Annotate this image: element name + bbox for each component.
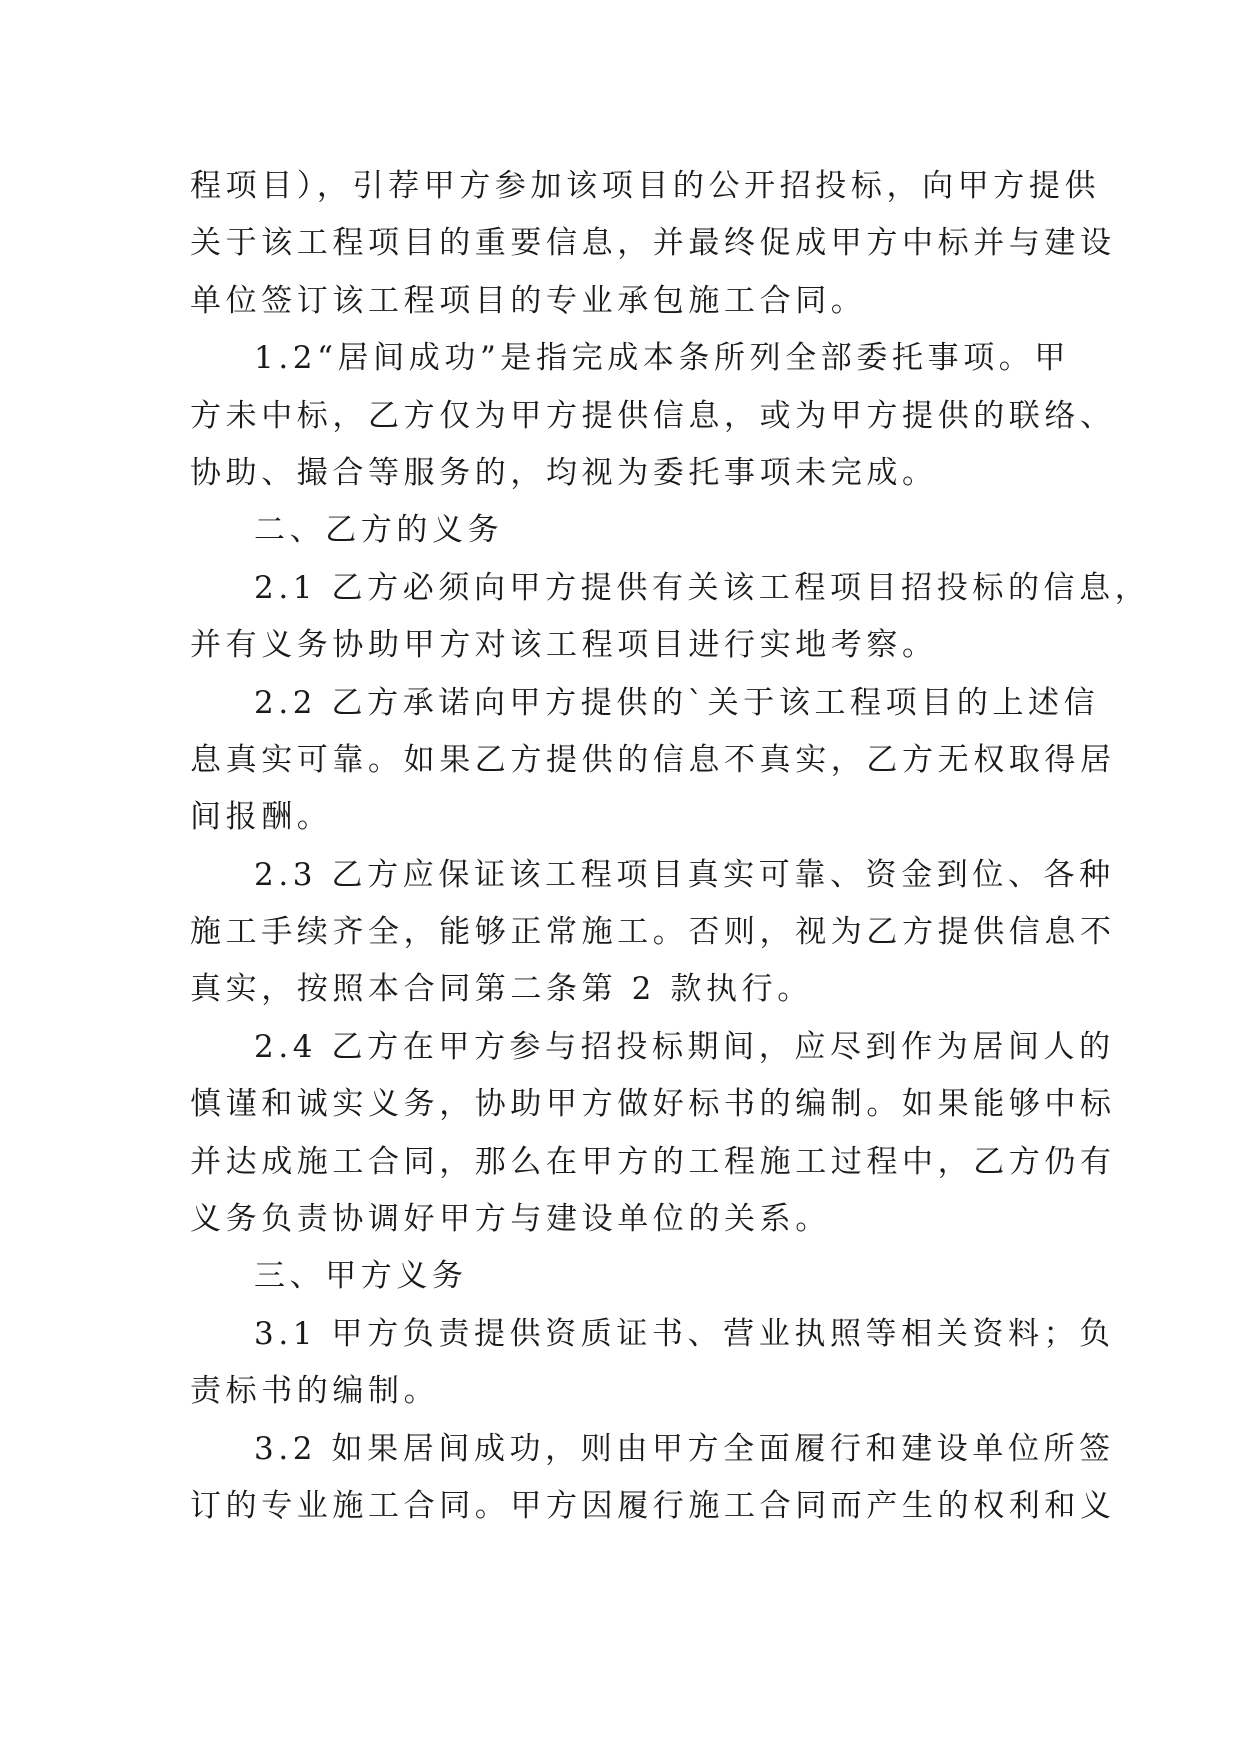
- text-line: 方未中标，乙方仅为甲方提供信息，或为甲方提供的联络、: [190, 397, 1116, 434]
- text-line: 并达成施工合同，那么在甲方的工程施工过程中，乙方仍有: [190, 1143, 1116, 1180]
- clause-2-2-line: 2.2 乙方承诺向甲方提供的`关于该工程项目的上述信: [254, 684, 1100, 721]
- clause-3-2-line: 3.2 如果居间成功，则由甲方全面履行和建设单位所签: [254, 1430, 1115, 1467]
- clause-2-3-line: 2.3 乙方应保证该工程项目真实可靠、资金到位、各种: [254, 856, 1115, 893]
- text-line: 并有义务协助甲方对该工程项目进行实地考察。: [190, 627, 938, 664]
- clause-2-1-line: 2.1 乙方必须向甲方提供有关该工程项目招投标的信息，: [254, 569, 1151, 606]
- text-line: 责标书的编制。: [190, 1373, 440, 1410]
- text-line: 慎谨和诚实义务，协助甲方做好标书的编制。如果能够中标: [190, 1086, 1116, 1123]
- section-heading-2: 二、乙方的义务: [254, 512, 504, 549]
- section-heading-3: 三、甲方义务: [254, 1258, 468, 1295]
- text-line: 息真实可靠。如果乙方提供的信息不真实，乙方无权取得居: [190, 741, 1116, 778]
- clause-2-4-line: 2.4 乙方在甲方参与招投标期间，应尽到作为居间人的: [254, 1028, 1115, 1065]
- text-line: 程项目），引荐甲方参加该项目的公开招投标，向甲方提供: [190, 168, 1101, 204]
- text-line: 义务负责协调好甲方与建设单位的关系。: [190, 1201, 831, 1238]
- text-line: 真实，按照本合同第二条第 2 款执行。: [190, 971, 813, 1008]
- document-body: [190, 158, 1151, 1535]
- clause-3-1-line: 3.1 甲方负责提供资质证书、营业执照等相关资料；负: [254, 1315, 1115, 1352]
- text-line: 间报酬。: [190, 799, 333, 836]
- text-line: 关于该工程项目的重要信息，并最终促成甲方中标并与建设: [190, 225, 1116, 262]
- text-line: 单位签订该工程项目的专业承包施工合同。: [190, 282, 867, 319]
- text-line: 订的专业施工合同。甲方因履行施工合同而产生的权利和义: [190, 1487, 1116, 1524]
- clause-1-2-line: 1.2“居间成功”是指完成本条所列全部委托事项。甲: [254, 340, 1070, 377]
- text-line: 施工手续齐全，能够正常施工。否则，视为乙方提供信息不: [190, 914, 1116, 951]
- text-line: 协助、撮合等服务的，均视为委托事项未完成。: [190, 454, 938, 491]
